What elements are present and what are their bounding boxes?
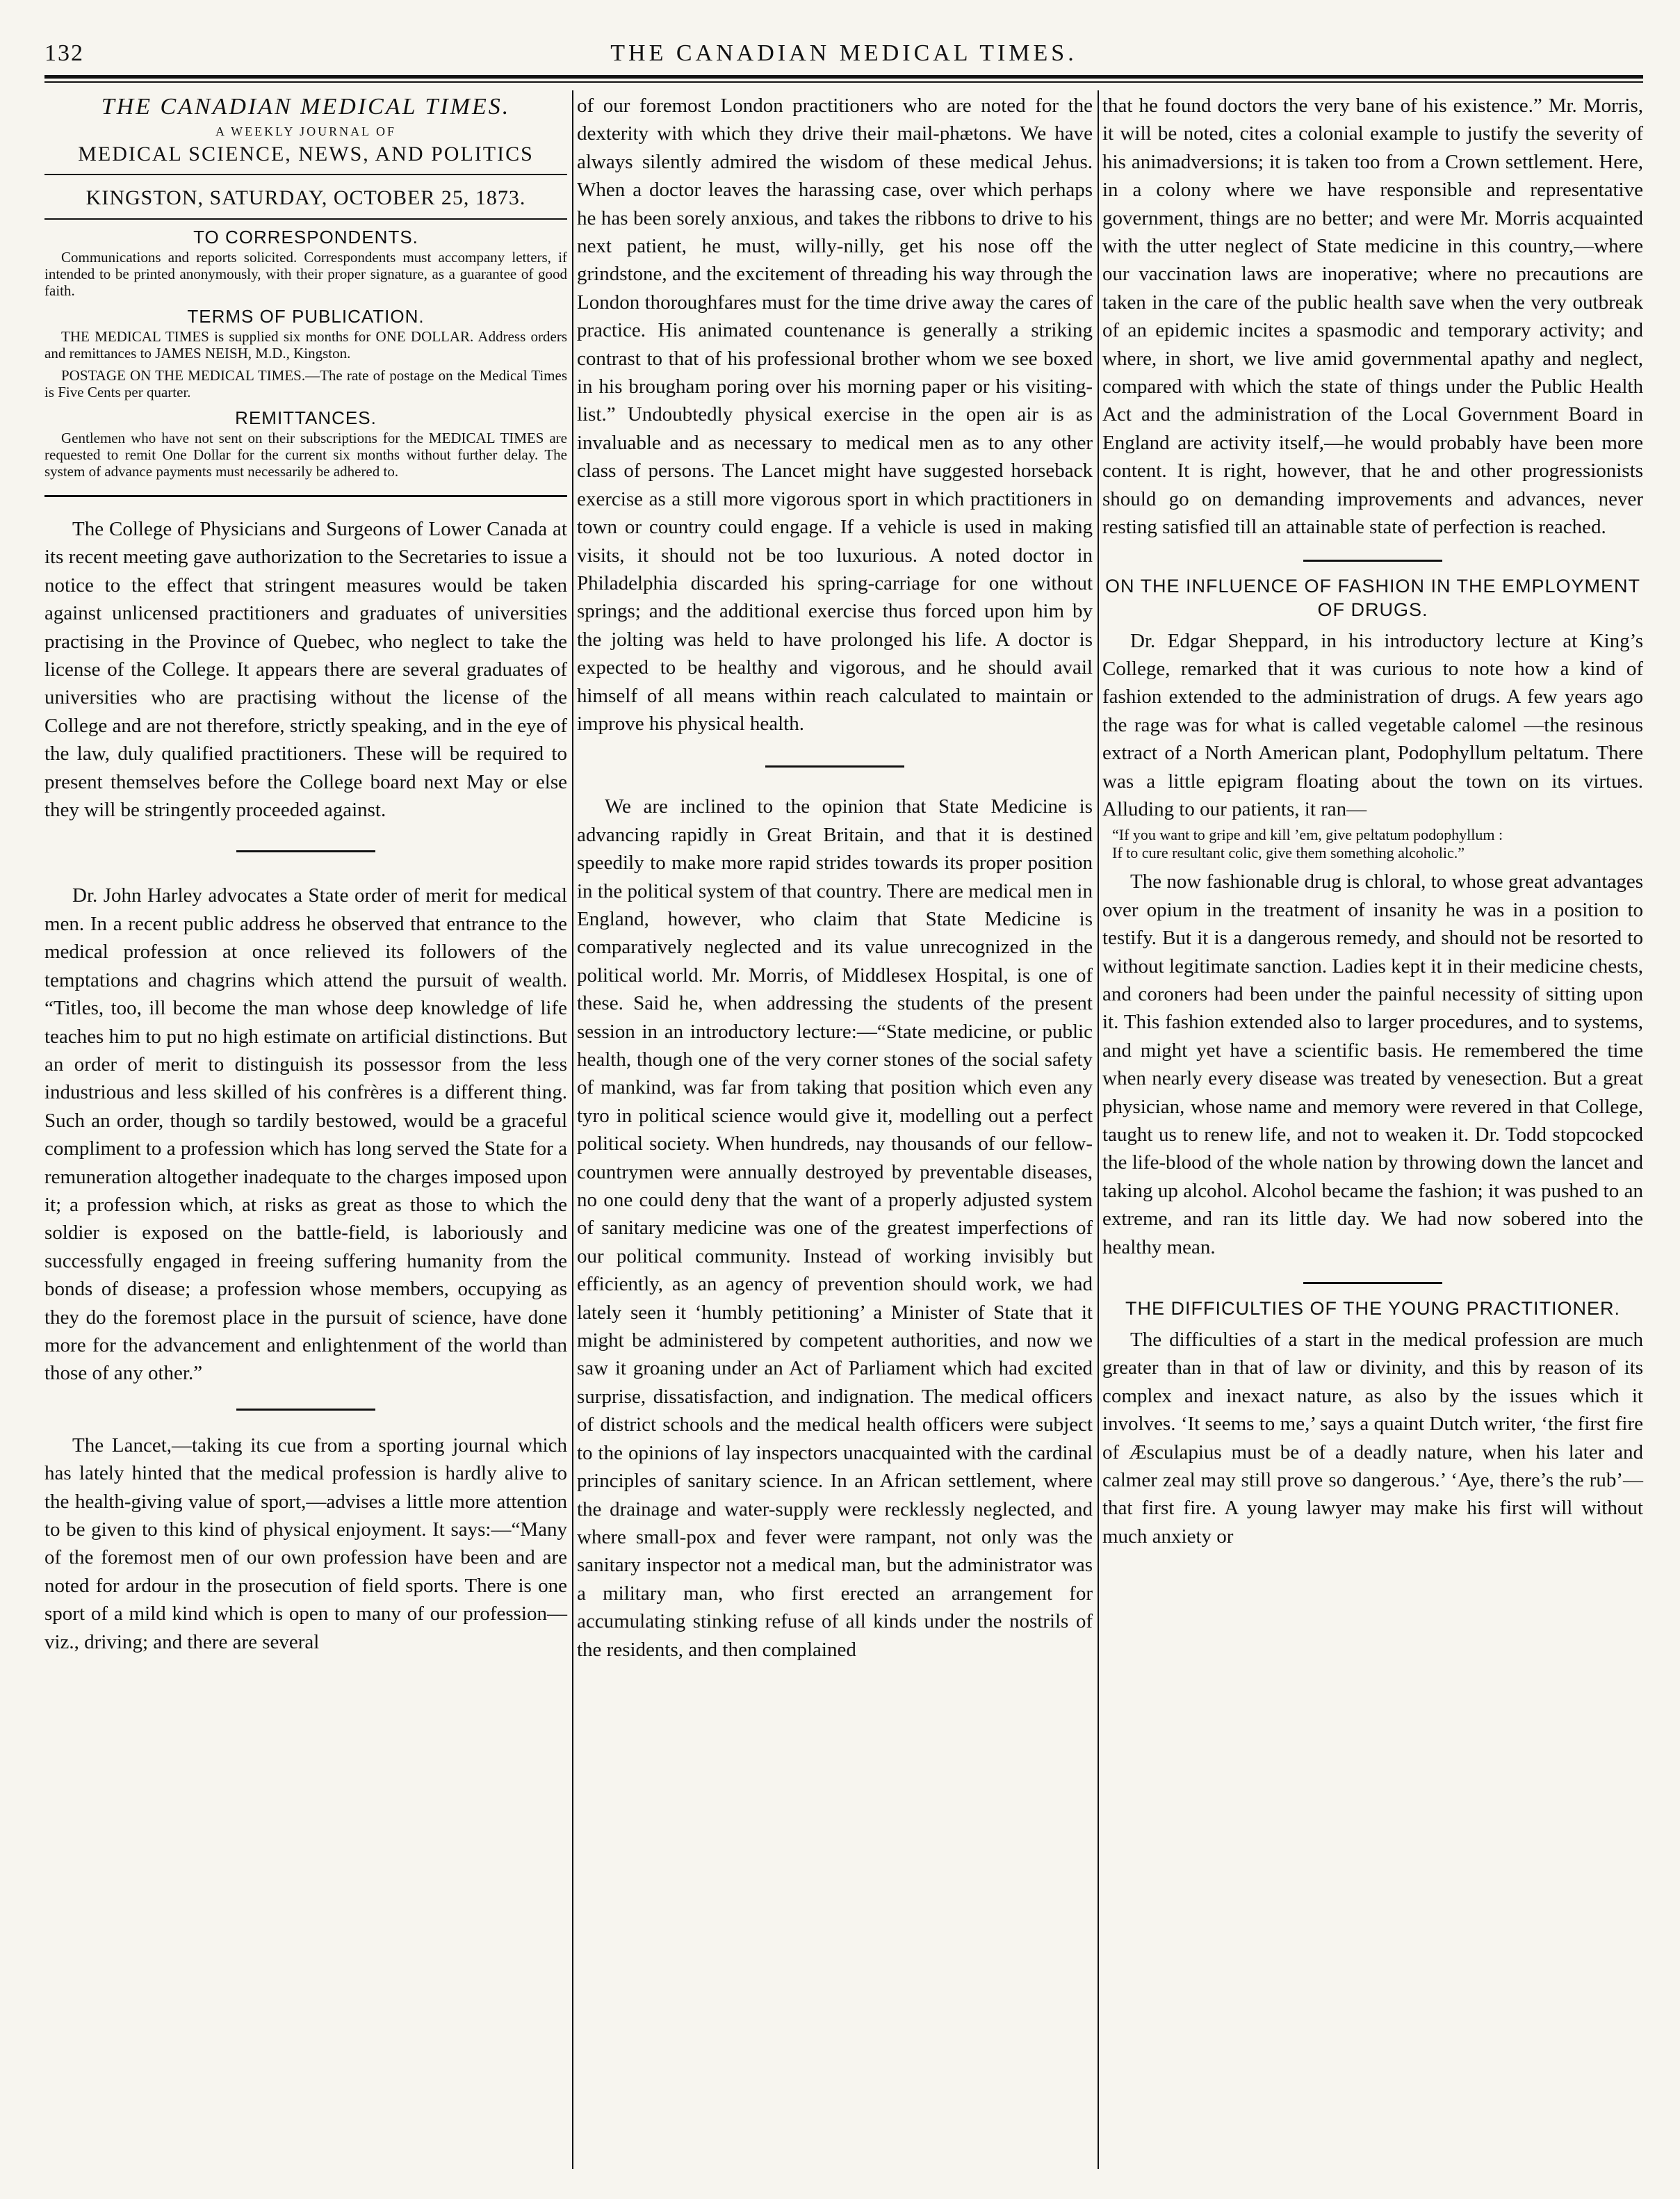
masthead-subtitle-2: MEDICAL SCIENCE, NEWS, AND POLITICS: [78, 143, 534, 165]
terms-notice: [44, 328, 567, 400]
masthead-rule: [44, 174, 567, 175]
remittances-text: Gentlemen who have not sent on their subscriptions for the MEDICAL TIMES are requested to remit One Dollar for the current six months without further delay. The system of advance payments must necessarily be adhered to.: [44, 430, 567, 480]
epigram-line-2: If to cure resultant colic, give them something alcoholic.”: [1112, 844, 1465, 862]
column-3: [1102, 92, 1643, 1550]
separator-5: [1303, 1282, 1442, 1284]
article-harley: Dr. John Harley advocates a State order of merit for medical men. In a recent public address he observed that entrance to the medical profession at once relieved its followers of the temptations and chagrins which attend the pursuit of wealth. “Titles, too, ill become the man whose deep knowledge of life teaches him to put no high estimate on artificial distinctions. But an order of merit to distinguish its possessor from the less industrious and less skilled of his confrères is a different thing. Such an order, though so tardily bestowed, would be a graceful compliment to a profession which has long served the State for a remuneration altogether inadequate to the charges imposed upon it; a profession which, at risks as great as those to which the soldier is exposed on the battle-field, is laboriously and successfully engaged in freeing suffering humanity from the bonds of disease; a profession whose members, occupying as they do the foremost place in the pursuit of science, have done more for the advancement and enlightenment of the world than those of any other.”: [44, 884, 567, 1385]
article-lancet-continued: of our foremost London practitioners who are noted for the dexterity with which they drive their mail-phætons. We have always silently admired the wisdom of these medical Jehus. When a doctor leaves the harassing case, over which perhaps he has been sorely anxious, and takes the ribbons to drive to his next patient, he must, willy-nilly, get his nose off the grindstone, and the excitement of threading his way through the London thoroughfares must for the time drive away the cares of practice. His animated countenance is generally a striking contrast to that of his professional brother whom we see boxed in his brougham poring over his morning paper or his visiting-list.” Undoubtedly physical exercise in the open air is as invaluable and as necessary to medical men as to any other class of persons. The Lancet might have suggested horseback exercise as a still more vigorous sport in which practitioners in town or country could engage. If a vehicle is used in making visits, it should not be too luxurious. A noted doctor in Philadelphia discarded his spring-carriage for one without springs; and the additional exercise thus forced upon him by the jolting was held to have prolonged his life. A doctor is expected to be healthy and vigorous, and he should avail himself of all means within reach calculated to maintain or improve his physical health.: [577, 95, 1093, 735]
correspondents-notice: [44, 249, 567, 299]
column-1: [44, 92, 567, 1656]
difficulties-heading: THE DIFFICULTIES OF THE YOUNG PRACTITIONER.: [1125, 1298, 1621, 1320]
postage-text: POSTAGE ON THE MEDICAL TIMES.—The rate of postage on the Medical Times is Five Cents per quarter.: [44, 367, 567, 400]
fashion-heading: ON THE INFLUENCE OF FASHION IN THE EMPLOYMENT OF DRUGS.: [1104, 575, 1641, 620]
epigram: [1112, 826, 1643, 862]
article-lancet: The Lancet,—taking its cue from a sporting journal which has lately hinted that the medical profession is hardly alive to the health-giving value of sport,—advises a little more attention to be given to this kind of physical enjoyment. It says:—“Many of the foremost men of our own profession have been and are noted for ardour in the prosecution of field sports. There is one sport of a mild kind which is open to many of our profession—viz., driving; and there are several: [44, 1434, 567, 1653]
article-fashion-p2: The now fashionable drug is chloral, to whose great advantages over opium in the treatment of insanity he was in a position to testify. But it is a dangerous remedy, and should not be resorted to without legitimate sanction. Ladies kept it in their medicine chests, and coroners had been under the painful necessity of sitting upon it. This fashion extended also to larger procedures, and to systems, and might yet have a scientific basis. He remembered the time when nearly every disease was treated by venesection. But a great physician, whose name and memory were revered in that College, taught us to renew life, and not to weaken it. Dr. Todd stopcocked the life-blood of the whole nation by throwing down the lancet and taking up alcohol. Alcohol became the fashion; it was pushed to an extreme, and ran its little day. We had now sobered into the healthy mean.: [1102, 870, 1643, 1258]
terms-text: THE MEDICAL TIMES is supplied six months for ONE DOLLAR. Address orders and remittances to JAMES NEISH, M.D., Kingston.: [44, 328, 567, 362]
column-2: [577, 92, 1093, 1664]
column-rule-1: [572, 90, 573, 2169]
correspondents-heading: TO CORRESPONDENTS.: [193, 227, 418, 248]
notices-rule: [44, 495, 567, 497]
remittances-heading: REMITTANCES.: [235, 407, 377, 428]
terms-heading: TERMS OF PUBLICATION.: [187, 306, 425, 327]
column-rule-2: [1098, 90, 1099, 2169]
article-college: The College of Physicians and Surgeons of Lower Canada at its recent meeting gave authorization to the Secretaries to issue a notice to the effect that stringent measures would be taken against unlicensed practitioners and graduates of universities practising in the Province of Quebec, who neglect to take the license of the College. It appears there are several graduates of universities who are practising without the license of the College and are not therefore, strictly speaking, and in the eye of the law, duly qualified practitioners. These will be required to present themselves before the College board next May or else they will be stringently proceeded against.: [44, 518, 567, 822]
header-rule-thin: [44, 81, 1643, 83]
separator-2: [236, 1409, 375, 1411]
running-head: THE CANADIAN MEDICAL TIMES.: [610, 40, 1077, 66]
dateline-rule: [44, 218, 567, 220]
article-difficulties-p1: The difficulties of a start in the medical profession are much greater than in that of law or divinity, and this by reason of its complex and inexact nature, as also by the issues which it involves. ‘It seems to me,’ says a quaint Dutch writer, ‘the first fire of Æsculapius must be of a deadly nature, when his later and calmer zeal may still prove so dangerous.’ ‘Aye, there’s the rub’—that first fire. A young lawyer may make his first will without much anxiety or: [1102, 1329, 1643, 1548]
separator-3: [765, 765, 904, 768]
remittances-notice: [44, 430, 567, 480]
separator-1: [236, 850, 375, 852]
page-number: 132: [44, 40, 84, 66]
masthead-subtitle: A WEEKLY JOURNAL OF: [215, 124, 397, 138]
dateline: KINGSTON, SATURDAY, OCTOBER 25, 1873.: [85, 186, 526, 209]
article-state-medicine-continued: that he found doctors the very bane of his existence.” Mr. Morris, it will be noted, cites a colonial example to justify the severity of his animadversions; it is taken too from a Crown settlement. Here, in a colony where we have responsible and representative government, things are no better; and were Mr. Morris acquainted with the utter neglect of State medicine in this country,—where our vaccination laws are inoperative; where no precautions are taken in the care of the public health save when the very outbreak of an epidemic incites a spasmodic and temporary activity; and where, in short, we live amid governmental apathy and neglect, compared with which the state of things under the Public Health Act and the administration of the Local Government Board in England are activity itself,—he would probably have been more content. It is right, however, that he and other progressionists should go on demanding improvements and advances, never resting satisfied till an attainable state of perfection is reached.: [1102, 95, 1643, 539]
header-rule-thick: [44, 75, 1643, 79]
epigram-line-1: “If you want to gripe and kill ’em, give peltatum podophyllum :: [1112, 826, 1503, 844]
article-fashion-p1: Dr. Edgar Sheppard, in his introductory lecture at King’s College, remarked that it was curious to note how a kind of fashion extended to the administration of drugs. A few years ago the rage was for what is called vegetable calomel —the resinous extract of a North American plant, Podophyllum peltatum. There was a little epigram floating about the town on its virtues. Alluding to our patients, it ran—: [1102, 629, 1643, 820]
masthead-title: THE CANADIAN MEDICAL TIMES.: [101, 94, 511, 120]
separator-4: [1303, 560, 1442, 562]
page-header: [44, 40, 1643, 75]
correspondents-text: Communications and reports solicited. Correspondents must accompany letters, if intended to be printed anonymously, with their proper signature, as a guarantee of good faith.: [44, 249, 567, 299]
article-state-medicine: We are inclined to the opinion that State Medicine is advancing rapidly in Great Britain, and that it is destined speedily to make more rapid strides towards its proper position in the political system of that country. There are medical men in England, however, who claim that State Medicine is comparatively neglected and its value unrecognized in the political world. Mr. Morris, of Middlesex Hospital, is one of these. Said he, when addressing the students of the present session in an introductory lecture:—“State medicine, or public health, though one of the very corner stones of the social safety of mankind, was far from taking that position which even any tyro in political science would give it, modelling out a perfect political society. When hundreds, nay thousands of our fellow-countrymen were annually destroyed by preventable diseases, no one could deny that the want of a properly adjusted system of sanitary medicine was one of the greatest imperfections of our political community. Instead of working invisibly but efficiently, as an agency of prevention should work, we had lately seen it ‘humbly petitioning’ a Minister of State that it might be administered by competent authorities, and now we saw it groaning under an Act of Parliament which had excited surprise, dissatisfaction, and indignation. The medical officers of district schools and the medical health officers were subject to the opinions of lay inspectors unacquainted with the cardinal principles of sanitary science. In an African settlement, where the drainage and water-supply were recklessly neglected, and where small-pox and fever were rampant, not only was the sanitary inspector not a medical man, but the administrator was a military man, who first erected an arrangement for accumulating stinking refuse of all kinds under the nostrils of the residents, and then complained: [577, 795, 1093, 1661]
